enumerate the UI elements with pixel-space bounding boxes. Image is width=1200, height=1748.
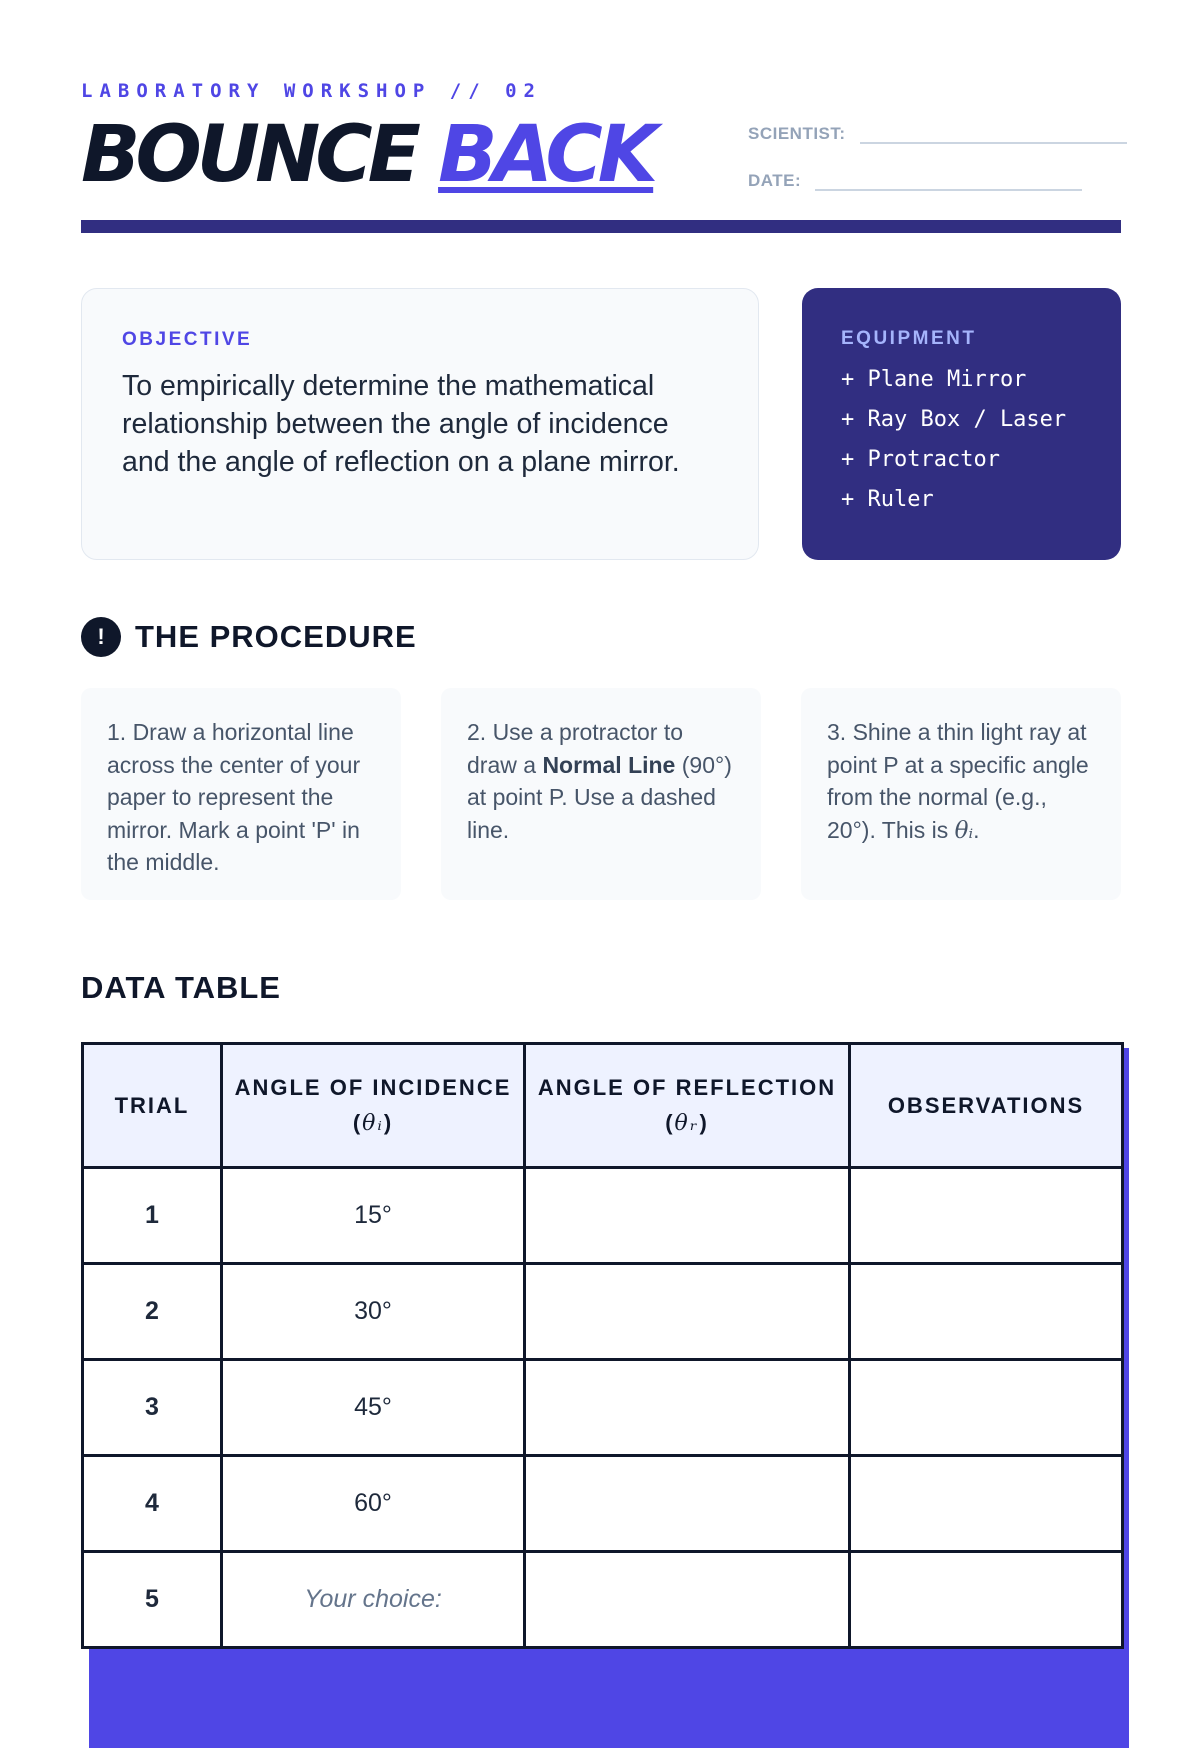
header-paren: ) [699,1110,709,1135]
step-2-bold: Normal Line [542,751,676,778]
header-trial: TRIAL [83,1044,222,1168]
theta-i-symbol: θᵢ [954,817,974,844]
trial-cell: 5 [83,1552,222,1648]
incidence-choice-cell[interactable]: Your choice: [222,1552,525,1648]
data-table [81,1042,1124,1649]
header-reflection [525,1044,850,1168]
objective-label: OBJECTIVE [122,329,253,350]
equipment-card [802,288,1121,560]
procedure-step-1 [81,688,401,900]
header-incidence-text: ANGLE OF INCIDENCE ( [234,1075,512,1135]
theta-r-symbol: θᵣ [674,1111,700,1136]
title-word-back: BACK [438,110,654,200]
scientist-label: SCIENTIST: [748,124,846,143]
trial-cell: 4 [83,1456,222,1552]
observations-cell[interactable] [850,1264,1123,1360]
title-word-bounce: BOUNCE [81,110,416,200]
table-row [83,1168,1123,1264]
table-row [83,1456,1123,1552]
objective-text: To empirically determine the mathematical relationship between the angle of incidence and the angle of reflection on a plane mirror. [122,370,680,478]
header-reflection-text: ANGLE OF REFLECTION ( [537,1075,837,1135]
step-2-text-end: (90°) at point P. Use a dashed line. [467,751,732,843]
step-3-text-end: . [973,816,980,843]
objective-card [81,288,759,560]
date-label: DATE: [748,171,802,190]
incidence-cell: 60° [222,1456,525,1552]
observations-cell[interactable] [850,1456,1123,1552]
table-row [83,1264,1123,1360]
table-row [83,1360,1123,1456]
procedure-steps [81,688,1121,900]
reflection-cell[interactable] [525,1264,850,1360]
reflection-cell[interactable] [525,1360,850,1456]
data-table-wrap [81,1042,1121,1649]
step-3-text: 3. Shine a thin light ray at point P at a specific angle from the normal (e.g., 20°). This is [827,719,1089,843]
incidence-cell: 15° [222,1168,525,1264]
incidence-cell: 30° [222,1264,525,1360]
incidence-cell: 45° [222,1360,525,1456]
procedure-title: THE PROCEDURE [135,619,417,654]
trial-cell: 3 [83,1360,222,1456]
table-header-row [83,1044,1123,1168]
alert-icon: ! [81,617,121,657]
reflection-cell[interactable] [525,1456,850,1552]
step-1-text: 1. Draw a horizontal line across the center of your paper to represent the mirror. Mark a point 'P' in the middle. [107,719,361,875]
equipment-list [841,360,1082,520]
header-observations: OBSERVATIONS [850,1044,1123,1168]
workshop-kicker: LABORATORY WORKSHOP // 02 [81,80,542,102]
header-incidence [222,1044,525,1168]
header-rule [81,220,1121,233]
date-row [748,165,1082,191]
equipment-item: + Plane Mirror [841,367,1027,392]
procedure-step-2 [441,688,761,900]
header-paren: ) [383,1110,394,1135]
trial-cell: 1 [83,1168,222,1264]
scientist-row [748,118,1127,144]
observations-cell[interactable] [850,1168,1123,1264]
trial-cell: 2 [83,1264,222,1360]
procedure-heading [81,617,417,657]
reflection-cell[interactable] [525,1168,850,1264]
procedure-step-3 [801,688,1121,900]
scientist-field[interactable] [860,118,1127,144]
observations-cell[interactable] [850,1360,1123,1456]
step-2-text: 2. Use a protractor to draw a [467,719,684,778]
equipment-label: EQUIPMENT [841,328,977,349]
data-table-title: DATA TABLE [81,970,281,1005]
page-title [81,105,653,205]
equipment-item: + Ray Box / Laser [841,407,1067,432]
date-field[interactable] [815,165,1082,191]
data-table-heading [81,970,281,1006]
theta-i-symbol: θᵢ [362,1111,384,1136]
equipment-item: + Protractor [841,447,1000,472]
equipment-item: + Ruler [841,487,934,512]
